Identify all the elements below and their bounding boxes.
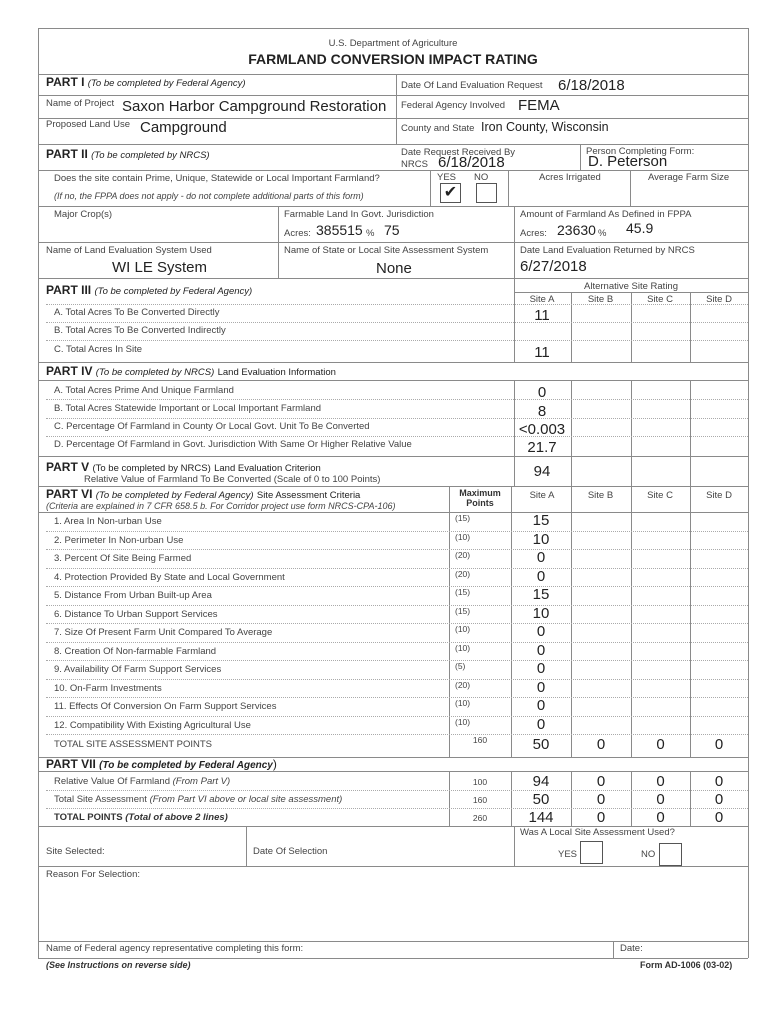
average-farm-size-label: Average Farm Size [648, 172, 730, 183]
total-site-assessment-site-a[interactable]: 50 [532, 736, 550, 753]
part1-heading: PART I (To be completed by Federal Agency) [46, 75, 246, 89]
farmland-no-label: NO [474, 172, 489, 183]
part3-row-c-site-a[interactable]: 11 [534, 344, 550, 361]
criteria-row-divider [46, 679, 748, 680]
part3-site-a-header: Site A [529, 294, 555, 305]
criteria-row-10-site-a[interactable]: 0 [536, 678, 546, 696]
fppa-pct-field[interactable]: 45.9 [626, 220, 654, 236]
criteria-row-5-site-a[interactable]: 15 [532, 586, 550, 603]
total-site-assessment-label: TOTAL SITE ASSESSMENT POINTS [54, 739, 213, 750]
part7-total-points-max: 260 [472, 813, 488, 823]
person-completing-field[interactable]: D. Peterson [588, 153, 668, 170]
representative-name-label: Name of Federal agency representative completing this form: [46, 943, 304, 954]
date-of-selection-label: Date Of Selection [253, 846, 328, 857]
criteria-row-7-max-points: (10) [455, 624, 471, 634]
part3-row-a-site-a[interactable]: 11 [534, 307, 550, 324]
part7-total-points-site-c[interactable]: 0 [656, 809, 665, 826]
eval-request-date-label: Date Of Land Evaluation Request [401, 80, 543, 91]
criteria-row-divider [46, 531, 748, 532]
part7-total-points-site-d[interactable]: 0 [714, 809, 724, 826]
criteria-row-11-max-points: (10) [455, 698, 471, 708]
criteria-row-6-site-a[interactable]: 10 [532, 604, 550, 622]
criteria-row-8-label: 8. Creation Of Non-farmable Farmland [54, 645, 217, 657]
date-received-field[interactable]: 6/18/2018 [438, 154, 505, 171]
acres-irrigated-label: Acres Irrigated [539, 172, 601, 183]
criteria-row-11-label: 11. Effects Of Conversion On Farm Support Services [54, 701, 277, 712]
nrcs-label: NRCS [401, 159, 428, 170]
criteria-row-2-site-a[interactable]: 10 [532, 530, 550, 548]
criteria-row-divider [46, 716, 748, 717]
total-site-assessment-max: 160 [472, 735, 488, 745]
criteria-row-9-label: 9. Availability Of Farm Support Services [54, 664, 222, 675]
criteria-row-4-label: 4. Protection Provided By State and Local Government [54, 571, 285, 583]
criteria-row-6-label: 6. Distance To Urban Support Services [54, 608, 218, 620]
agency-label: Federal Agency Involved [401, 100, 506, 111]
part3-row-b-label: B. Total Acres To Be Converted Indirectly [54, 325, 226, 336]
criteria-row-5-label: 5. Distance From Urban Built-up Area [54, 590, 212, 601]
part3-row-c-label: C. Total Acres In Site [54, 344, 143, 355]
criteria-row-7-label: 7. Size Of Present Farm Unit Compared To Average [54, 627, 273, 638]
criteria-row-3-max-points: (20) [455, 550, 471, 560]
part7-relative-value-site-c[interactable]: 0 [656, 773, 665, 790]
criteria-row-divider [46, 586, 748, 587]
criteria-row-1-max-points: (15) [455, 513, 471, 523]
criteria-row-divider [46, 623, 748, 624]
part7-relative-value-site-a[interactable]: 94 [532, 773, 550, 790]
total-site-assessment-site-d[interactable]: 0 [714, 736, 724, 753]
form-left-border [38, 28, 39, 958]
reason-for-selection-label: Reason For Selection: [46, 869, 140, 880]
local-assessment-question: Was A Local Site Assessment Used? [520, 827, 675, 838]
part6-site-a-header: Site A [529, 490, 555, 501]
part7-total-points-site-b[interactable]: 0 [596, 809, 606, 826]
total-site-assessment-site-c[interactable]: 0 [656, 736, 665, 753]
farmland-yes-checkbox[interactable]: ✔ [440, 183, 461, 203]
county-field[interactable]: Iron County, Wisconsin [481, 120, 609, 134]
part7-relative-value-site-d[interactable]: 0 [714, 773, 724, 790]
criteria-row-4-max-points: (20) [455, 568, 471, 579]
part3-row-a-label: A. Total Acres To Be Converted Directly [54, 307, 220, 318]
criteria-row-divider [46, 549, 748, 550]
form-title: FARMLAND CONVERSION IMPACT RATING [248, 51, 538, 67]
criteria-row-8-site-a[interactable]: 0 [536, 641, 546, 659]
eval-returned-label: Date Land Evaluation Returned by NRCS [520, 245, 695, 256]
part6-criteria-note: (Criteria are explained in 7 CFR 658.5 b. For Corridor project use form NRCS-CPA-106) [46, 501, 396, 511]
county-label: County and State [401, 123, 475, 134]
part4-row-a-label: A. Total Acres Prime And Unique Farmland [54, 385, 234, 396]
land-use-label: Proposed Land Use [46, 119, 130, 130]
instructions-note: (See Instructions on reverse side) [46, 960, 191, 970]
part4-row-b-label: B. Total Acres Statewide Important or Local Important Farmland [54, 403, 322, 414]
part5-scale-label: Relative Value of Farmland To Be Converted (Scale of 0 to 100 Points) [84, 474, 381, 485]
criteria-row-12-label: 12. Compatibility With Existing Agricultural Use [54, 719, 251, 731]
farmable-land-label: Farmable Land In Govt. Jurisdiction [284, 209, 434, 220]
criteria-row-divider [46, 660, 748, 661]
part7-relative-value-site-b[interactable]: 0 [596, 773, 606, 790]
part6-site-d-header: Site D [706, 490, 732, 501]
criteria-row-5-max-points: (15) [455, 587, 471, 597]
criteria-row-divider [46, 734, 748, 735]
local-assessment-yes-label: YES [558, 849, 578, 860]
fppa-farmland-label: Amount of Farmland As Defined in FPPA [520, 209, 692, 220]
part6-heading: PART VI (To be completed by Federal Agency) Site Assessment Criteria [46, 487, 361, 501]
farmland-note: (If no, the FPPA does not apply - do not complete additional parts of this form) [54, 191, 364, 201]
max-points-header: Maximum Points [459, 488, 501, 508]
project-name-label: Name of Project [46, 98, 115, 109]
eval-returned-field[interactable]: 6/27/2018 [520, 258, 587, 275]
person-completing-label: Person Completing Form: [586, 146, 695, 157]
part3-site-b-header: Site B [587, 294, 614, 305]
criteria-row-divider [46, 605, 748, 606]
part4-heading: PART IV (To be completed by NRCS) Land Evaluation Information [46, 364, 336, 378]
part7-site-assessment-site-b[interactable]: 0 [596, 791, 606, 808]
part4-row-c-site-a[interactable]: <0.003 [518, 421, 566, 438]
les-field[interactable]: WI LE System [112, 259, 208, 276]
part3-heading: PART III (To be completed by Federal Agency) [46, 283, 253, 297]
criteria-row-9-max-points: (5) [455, 661, 466, 671]
form-bottom-border [38, 958, 748, 959]
part2-heading: PART II (To be completed by NRCS) [46, 147, 210, 161]
alt-site-rating-label: Alternative Site Rating [584, 281, 678, 292]
criteria-row-7-site-a[interactable]: 0 [536, 623, 546, 640]
part7-total-points-label: TOTAL POINTS (Total of above 2 lines) [54, 812, 228, 823]
fppa-pct-label: % [598, 228, 607, 239]
fppa-acres-field[interactable]: 23630 [557, 222, 596, 238]
form-id: Form AD-1006 (03-02) [640, 960, 733, 970]
criteria-row-3-site-a[interactable]: 0 [536, 549, 546, 566]
agency-field[interactable]: FEMA [518, 97, 560, 114]
part4-row-d-site-a[interactable]: 21.7 [527, 439, 557, 456]
part7-site-assessment-site-d[interactable]: 0 [714, 791, 724, 808]
part7-heading: PART VII (To be completed by Federal Agency) [46, 757, 277, 771]
farmable-pct-field[interactable]: 75 [384, 222, 400, 238]
farmland-no-checkbox[interactable] [476, 183, 497, 203]
part5-heading: PART V (To be completed by NRCS) Land Evaluation Criterion [46, 460, 321, 474]
criteria-row-9-site-a[interactable]: 0 [536, 660, 546, 677]
criteria-row-divider [46, 642, 748, 643]
part4-row-b-site-a[interactable]: 8 [537, 403, 547, 420]
criteria-row-11-site-a[interactable]: 0 [536, 697, 546, 714]
farmable-acres-field[interactable]: 385515 [316, 222, 363, 238]
farmland-yes-label: YES [437, 172, 457, 183]
department-name: U.S. Department of Agriculture [328, 38, 458, 49]
criteria-row-12-max-points: (10) [455, 716, 471, 727]
form-top-border [38, 28, 748, 29]
sas-field[interactable]: None [376, 260, 412, 277]
criteria-row-2-label: 2. Perimeter In Non-urban Use [54, 534, 184, 546]
criteria-row-1-label: 1. Area In Non-urban Use [54, 516, 162, 527]
criteria-row-divider [46, 697, 748, 698]
part6-site-b-header: Site B [587, 490, 614, 501]
criteria-row-6-max-points: (15) [455, 605, 471, 616]
part7-site-assessment-max: 160 [472, 795, 488, 805]
criteria-row-1-site-a[interactable]: 15 [532, 512, 550, 529]
part4-row-c-label: C. Percentage Of Farmland in County Or Local Govt. Unit To Be Converted [54, 421, 370, 432]
part4-row-d-label: D. Percentage Of Farmland in Govt. Jurisdiction With Same Or Higher Relative Value [54, 439, 412, 450]
part7-relative-value-max: 100 [472, 777, 488, 787]
site-selected-label: Site Selected: [46, 846, 105, 857]
criteria-row-divider [46, 568, 748, 569]
criteria-row-10-max-points: (20) [455, 679, 471, 690]
farmable-acres-label: Acres: [284, 228, 311, 239]
part7-relative-value-label: Relative Value Of Farmland (From Part V) [54, 776, 231, 787]
total-site-assessment-site-b[interactable]: 0 [596, 736, 606, 753]
criteria-row-3-label: 3. Percent Of Site Being Farmed [54, 553, 192, 564]
criteria-row-8-max-points: (10) [455, 642, 471, 653]
criteria-row-4-site-a[interactable]: 0 [536, 567, 546, 585]
criteria-row-10-label: 10. On-Farm Investments [54, 682, 162, 694]
form-right-border [748, 28, 749, 958]
project-name-field[interactable]: Saxon Harbor Campground Restoration [122, 98, 387, 115]
local-assessment-yes-checkbox[interactable] [580, 841, 603, 864]
fppa-acres-label: Acres: [520, 228, 547, 239]
major-crops-label: Major Crop(s) [54, 209, 113, 220]
part6-site-c-header: Site C [647, 490, 673, 501]
criteria-row-2-max-points: (10) [455, 531, 471, 542]
eval-request-date-field[interactable]: 6/18/2018 [558, 77, 625, 94]
part3-site-d-header: Site D [706, 294, 732, 305]
sas-label: Name of State or Local Site Assessment System [284, 245, 489, 256]
part3-site-c-header: Site C [647, 294, 673, 305]
part7-total-points-site-a[interactable]: 144 [528, 809, 554, 826]
les-label: Name of Land Evaluation System Used [46, 245, 212, 256]
part7-site-assessment-site-a[interactable]: 50 [532, 791, 550, 808]
part5-site-a-value[interactable]: 94 [533, 463, 551, 480]
criteria-row-12-site-a[interactable]: 0 [536, 715, 546, 733]
farmland-question: Does the site contain Prime, Unique, Statewide or Local Important Farmland? [54, 173, 380, 184]
land-use-field[interactable]: Campground [140, 119, 227, 136]
local-assessment-no-checkbox[interactable] [659, 843, 682, 866]
part7-site-assessment-label: Total Site Assessment (From Part VI above or local site assessment) [54, 794, 343, 805]
part7-site-assessment-site-c[interactable]: 0 [656, 791, 665, 808]
footer-date-label: Date: [620, 943, 643, 954]
farmable-pct-label: % [366, 228, 375, 239]
local-assessment-no-label: NO [641, 849, 656, 860]
date-received-label: Date Request Received By [401, 147, 516, 158]
part4-row-a-site-a[interactable]: 0 [537, 384, 547, 401]
